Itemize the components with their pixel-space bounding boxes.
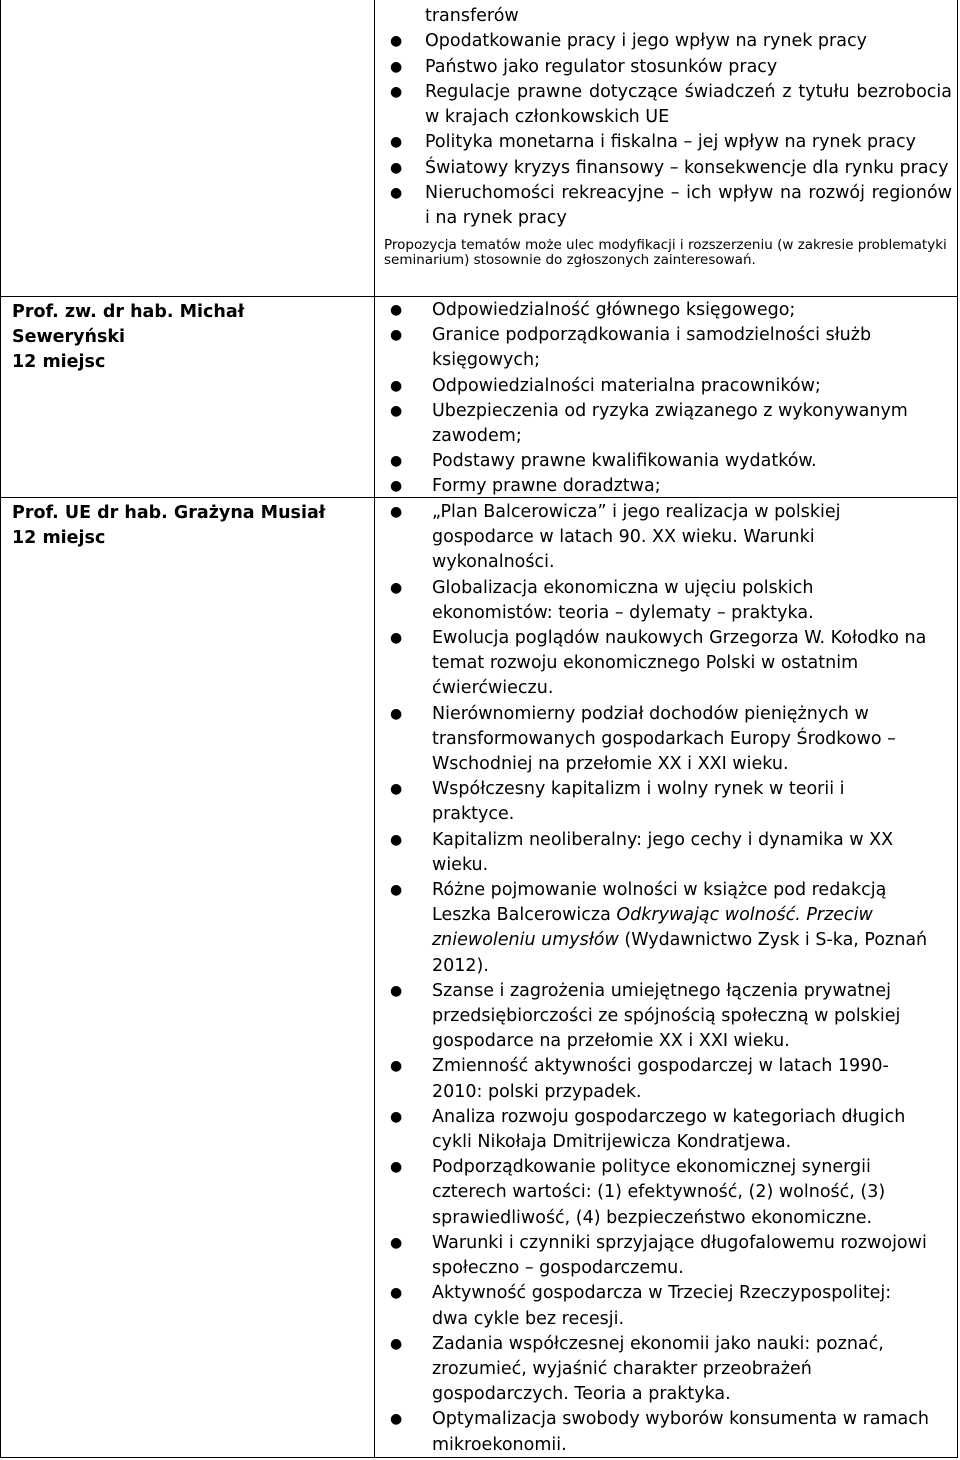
list-item: ● Regulacje prawne dotyczące świadczeń z tytułu bezrobocia w krajach członkowskich UE (390, 81, 952, 128)
book-title: Odkrywając wolność. Przeciw zniewoleniu umysłów (432, 905, 873, 951)
row-divider (0, 296, 958, 297)
bullet-icon: ● (390, 982, 403, 999)
bullet-icon: ● (390, 1108, 403, 1125)
bullet-icon: ● (390, 1335, 403, 1352)
topic-list-section3 (390, 500, 930, 1458)
bullet-icon: ● (390, 453, 403, 470)
bullet-icon: ● (390, 630, 403, 647)
list-item: ● Różne pojmowanie wolności w książce pod redakcją Leszka Balcerowicza Odkrywając wolność. Przeciw zniewoleniu umysłów (Wydawnictwo Zysk i S-ka, Poznań 2012). (390, 880, 928, 976)
bullet-icon: ● (390, 33, 403, 50)
bullet-icon: ● (390, 83, 403, 100)
list-item: ● Współczesny kapitalizm i wolny rynek w teorii i praktyce. (390, 779, 845, 825)
list-item: ● Podporządkowanie polityce ekonomicznej synergii czterech wartości: (1) efektywność, (2) wolność, (3) sprawiedliwość, (4) bezpieczeństwo ekonomiczne. (390, 1157, 886, 1228)
list-item: ● „Plan Balcerowicza” i jego realizacja w polskiej gospodarce w latach 90. XX wieku. Warunki wykonalności. (390, 502, 841, 573)
topic-list-section1 (384, 4, 952, 273)
bullet-icon: ● (390, 579, 403, 596)
bullet-icon: ● (390, 134, 403, 151)
list-item: ● Globalizacja ekonomiczna w ujęciu polskich ekonomistów: teoria – dylematy – praktyka. (390, 577, 814, 623)
topics-note: Propozycja tematów może ulec modyfikacji i rozszerzeniu (w zakresie problematyki seminarium) stosownie do zgłoszonych zainteresowań. (384, 236, 947, 269)
bullet-icon: ● (390, 327, 403, 344)
teacher-name: Prof. UE dr hab. Grażyna Musiał 12 miejsc (12, 501, 372, 551)
list-item: ● Ewolucja poglądów naukowych Grzegorza W. Kołodko na temat rozwoju ekonomicznego Polski w ostatnim ćwierćwieczu. (390, 628, 927, 699)
bullet-icon: ● (390, 781, 403, 798)
bullet-icon: ● (390, 882, 403, 899)
list-item: ● Polityka monetarna i fiskalna – jej wpływ na rynek pracy (390, 130, 952, 155)
list-item: ● Odpowiedzialność głównego księgowego; (390, 298, 930, 323)
list-item: ● Nierównomierny podział dochodów pieniężnych w transformowanych gospodarkach Europy Środkowo – Wschodniej na przełomie XX i XXI wieku. (390, 703, 896, 775)
bullet-icon: ● (390, 377, 403, 394)
places-count: 12 miejsc (12, 352, 106, 372)
table-border-left (0, 0, 1, 1458)
list-item: ● Optymalizacja swobody wyborów konsumenta w ramach mikroekonomii. (390, 1409, 929, 1455)
list-item: ● Państwo jako regulator stosunków pracy (390, 55, 952, 80)
list-item: ● Granice podporządkowania i samodzielności służb księgowych; (390, 325, 872, 371)
table-border-right (957, 0, 958, 1458)
topic-list-section2 (390, 298, 930, 500)
row-divider (0, 497, 958, 498)
list-item: ● Zadania współczesnej ekonomii jako nauki: poznać, zrozumieć, wyjaśnić charakter przeobrażeń gospodarczych. Teoria a praktyka. (390, 1333, 884, 1405)
bullet-icon: ● (390, 1159, 403, 1176)
list-item: ● Ubezpieczenia od ryzyka związanego z wykonywanym zawodem; (390, 400, 908, 447)
bullet-icon: ● (390, 1234, 403, 1251)
bullet-icon: ● (390, 159, 403, 176)
bullet-icon: ● (390, 302, 403, 318)
bullet-icon: ● (390, 402, 403, 419)
bullet-icon: ● (390, 478, 403, 495)
bullet-icon: ● (390, 1058, 403, 1075)
bullet-icon: ● (390, 831, 403, 848)
list-item: ● Warunki i czynniki sprzyjające długofalowemu rozwojowi społeczno – gospodarczemu. (390, 1232, 927, 1279)
list-item: ● Analiza rozwoju gospodarczego w kategoriach długich cykli Nikołaja Dmitrijewicza Kondratjewa. (390, 1106, 906, 1153)
bullet-icon: ● (390, 705, 403, 722)
column-divider (374, 0, 375, 1458)
list-item: ● Opodatkowanie pracy i jego wpływ na rynek pracy (390, 29, 952, 54)
list-item: ● Aktywność gospodarcza w Trzeciej Rzeczypospolitej: dwa cykle bez recesji. (390, 1283, 892, 1329)
list-item: ● Szanse i zagrożenia umiejętnego łączenia prywatnej przedsiębiorczości ze spójnością społeczną w polskiej gospodarce na przełomie XX i XXI wieku. (390, 980, 901, 1052)
list-item: ● Odpowiedzialności materialna pracowników; (390, 374, 930, 399)
continued-text: transferów (425, 6, 519, 26)
list-item: ● Podstawy prawne kwalifikowania wydatków. (390, 449, 930, 474)
bullet-icon: ● (390, 185, 403, 202)
list-item: ● Formy prawne doradztwa; (390, 474, 930, 499)
list-item: ● Światowy kryzys finansowy – konsekwencje dla rynku pracy (390, 156, 952, 181)
bullet-icon: ● (390, 1285, 403, 1302)
bullet-icon: ● (390, 1411, 403, 1428)
bullet-icon: ● (390, 58, 403, 75)
teacher-name: Prof. zw. dr hab. Michał Seweryński 12 miejsc (12, 300, 372, 375)
bullet-icon: ● (390, 504, 403, 520)
list-item: ● Kapitalizm neoliberalny: jego cechy i dynamika w XX wieku. (390, 829, 894, 875)
list-item: ● Zmienność aktywności gospodarczej w latach 1990-2010: polski przypadek. (390, 1056, 889, 1102)
places-count: 12 miejsc (12, 528, 106, 548)
list-item: ● Nieruchomości rekreacyjne – ich wpływ na rozwój regionów i na rynek pracy (390, 183, 952, 229)
